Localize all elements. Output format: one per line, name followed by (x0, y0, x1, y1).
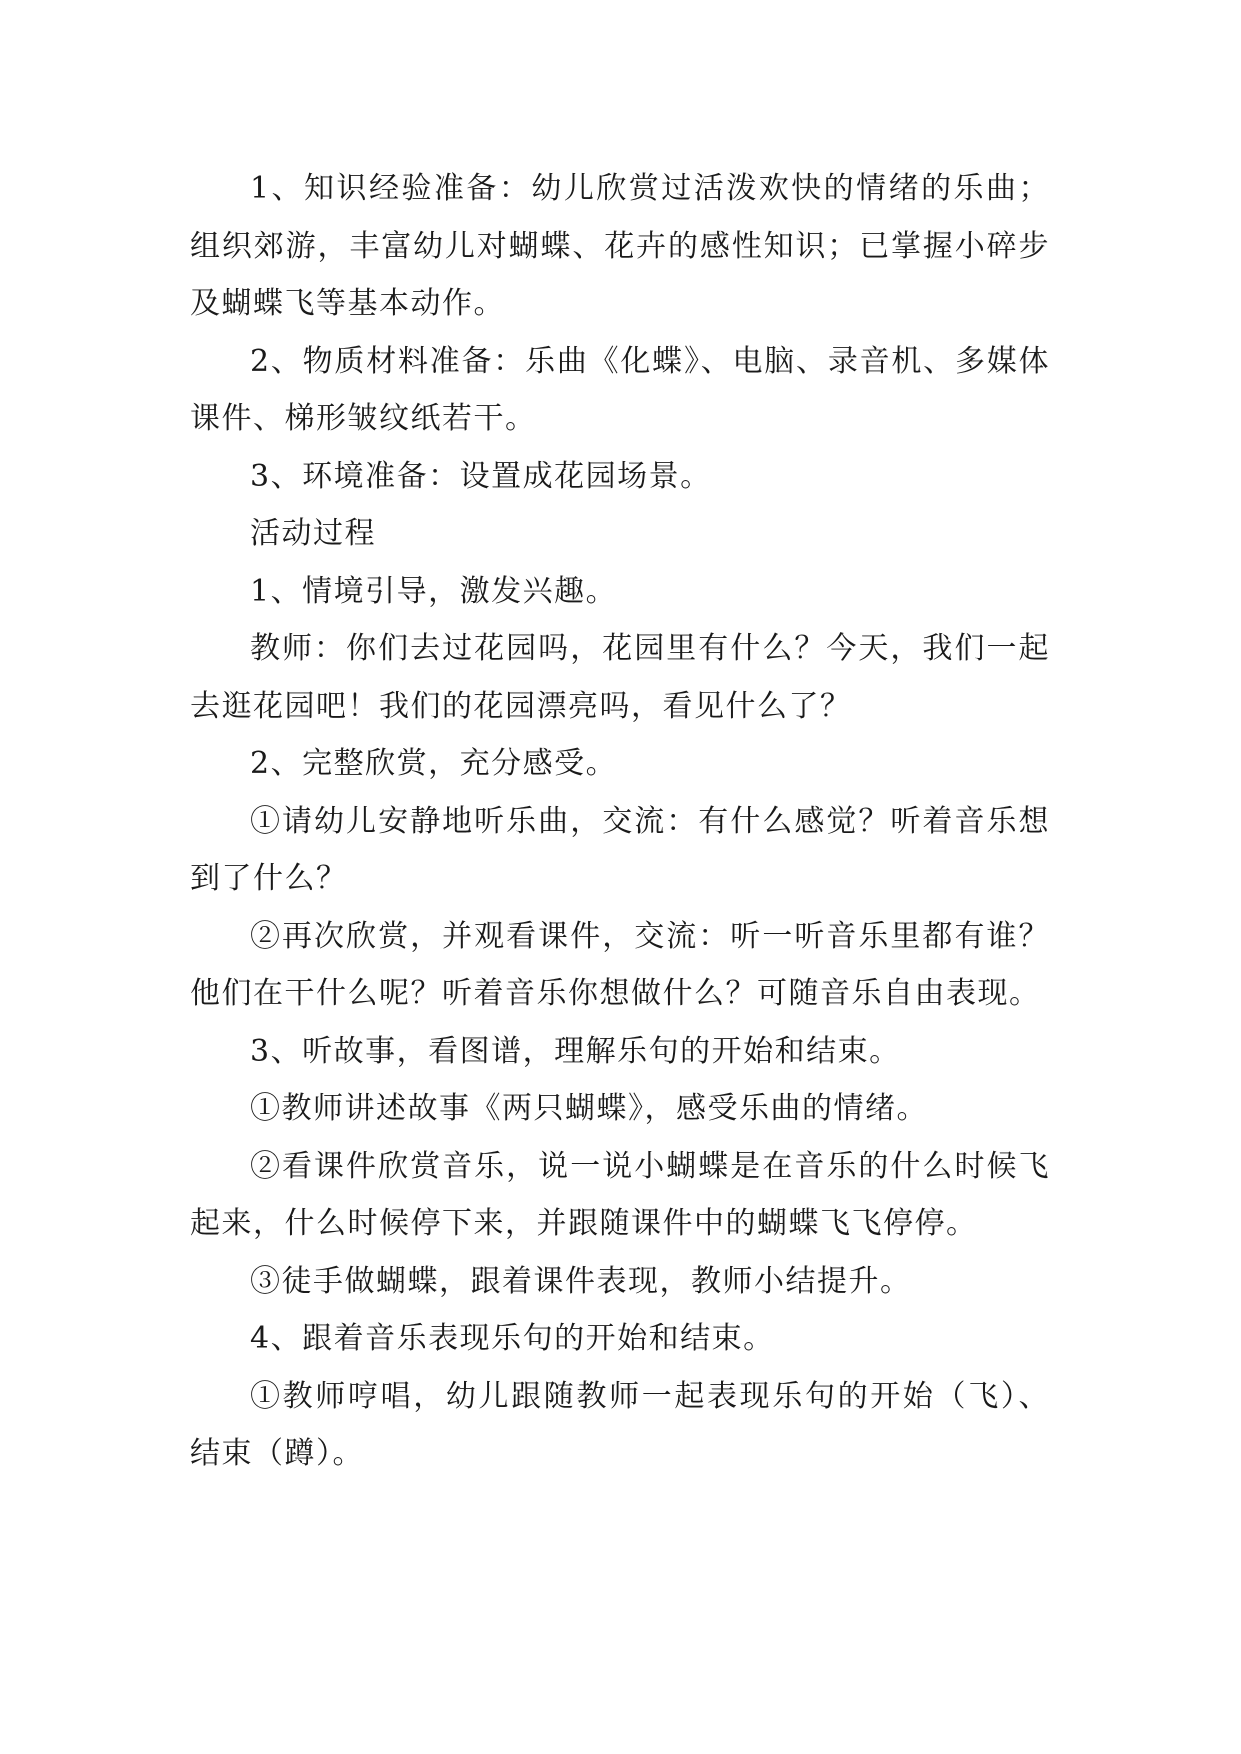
paragraph-step-2-item-2: ②再次欣赏，并观看课件，交流：听一听音乐里都有谁？他们在干什么呢？听着音乐你想做什么？可随音乐自由表现。 (190, 918, 1050, 1011)
section-heading-activity-process: 活动过程 (250, 516, 376, 551)
step-heading-1: 1、情境引导，激发兴趣。 (250, 573, 618, 609)
document-body (190, 160, 1050, 1483)
step-heading-2: 2、完整欣赏，充分感受。 (250, 746, 618, 781)
paragraph-step-4-item-1: ①教师哼唱，幼儿跟随教师一起表现乐句的开始（飞）、结束（蹲）。 (190, 1378, 1050, 1471)
paragraph-material-prep: 2、物质材料准备：乐曲《化蝶》、电脑、录音机、多媒体课件、梯形皱纹纸若干。 (190, 343, 1050, 436)
step-heading-4: 4、跟着音乐表现乐句的开始和结束。 (250, 1321, 775, 1356)
paragraph-knowledge-prep: 1、知识经验准备：幼儿欣赏过活泼欢快的情绪的乐曲；组织郊游，丰富幼儿对蝴蝶、花卉的感性知识；已掌握小碎步及蝴蝶飞等基本动作。 (190, 171, 1050, 321)
paragraph-step-3-item-2: ②看课件欣赏音乐，说一说小蝴蝶是在音乐的什么时候飞起来，什么时候停下来，并跟随课件中的蝴蝶飞飞停停。 (190, 1148, 1050, 1241)
paragraph-step-3-item-1: ①教师讲述故事《两只蝴蝶》，感受乐曲的情绪。 (250, 1091, 928, 1126)
paragraph-step-3-item-3: ③徒手做蝴蝶，跟着课件表现，教师小结提升。 (250, 1263, 912, 1299)
step-heading-3: 3、听故事，看图谱，理解乐句的开始和结束。 (250, 1033, 901, 1069)
paragraph-environment-prep: 3、环境准备：设置成花园场景。 (250, 458, 712, 494)
paragraph-step-2-item-1: ①请幼儿安静地听乐曲，交流：有什么感觉？听着音乐想到了什么？ (190, 803, 1050, 896)
paragraph-teacher-intro: 教师：你们去过花园吗，花园里有什么？今天，我们一起去逛花园吧！我们的花园漂亮吗，看见什么了？ (190, 631, 1050, 724)
